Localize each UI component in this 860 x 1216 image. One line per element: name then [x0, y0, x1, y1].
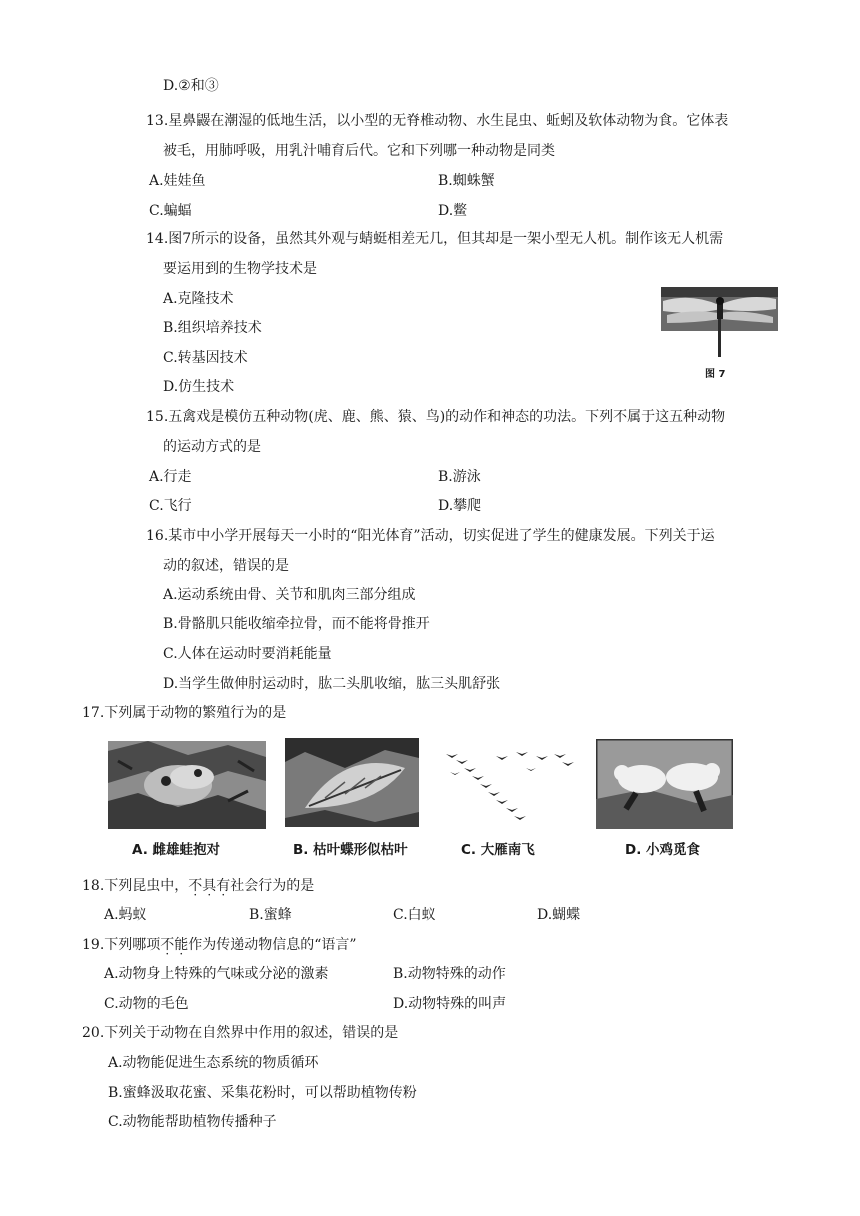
q17-caption-c: C. 大雁南飞 — [461, 842, 535, 858]
q17-caption-b: B. 枯叶蝶形似枯叶 — [293, 842, 408, 858]
q13-stem-line1: 13.星鼻鼹在潮湿的低地生活，以小型的无脊椎动物、水生昆虫、蚯蚓及软体动物为食。它体表 — [146, 113, 729, 129]
q12-option-d: D.②和③ — [163, 78, 219, 94]
q17-caption-d: D. 小鸡觅食 — [625, 842, 701, 858]
q14-option-c: C.转基因技术 — [163, 350, 248, 366]
q13-option-c: C.蝙蝠 — [149, 203, 192, 219]
q16-stem-line1: 16.某市中小学开展每天一小时的“阳光体育”活动，切实促进了学生的健康发展。下列关于运 — [146, 528, 715, 544]
q14-option-a: A.克隆技术 — [163, 291, 234, 307]
q18-stem-pre: 18.下列昆虫中， — [82, 878, 189, 894]
q13-option-b: B.蜘蛛蟹 — [438, 173, 495, 189]
q16-option-b: B.骨骼肌只能收缩牵拉骨，而不能将骨推开 — [163, 616, 430, 632]
q14-stem-line1: 14.图7所示的设备，虽然其外观与蜻蜓相差无几，但其却是一架小型无人机。制作该无人机需 — [146, 231, 724, 247]
q19-option-d: D.动物特殊的叫声 — [393, 996, 507, 1012]
q15-option-a: A.行走 — [149, 469, 192, 485]
q18-option-a: A.蚂蚁 — [104, 907, 147, 923]
q18-stem-post: 社会行为的是 — [230, 878, 315, 894]
q19-option-b: B.动物特殊的动作 — [393, 966, 506, 982]
q16-option-a: A.运动系统由骨、关节和肌肉三部分组成 — [163, 587, 416, 603]
emphasis-char: 具 — [202, 878, 217, 894]
q20-option-a: A.动物能促进生态系统的物质循环 — [108, 1055, 319, 1071]
q18-stem — [82, 876, 314, 896]
leaf-butterfly-image — [285, 738, 419, 827]
q18-option-c: C.白蚁 — [393, 907, 436, 923]
q15-option-b: B.游泳 — [438, 469, 481, 485]
q20-stem: 20.下列关于动物在自然界中作用的叙述，错误的是 — [82, 1025, 399, 1041]
q16-stem-line2: 动的叙述，错误的是 — [163, 558, 289, 574]
q17-caption-a: A. 雌雄蛙抱对 — [132, 842, 221, 858]
q15-option-d: D.攀爬 — [438, 498, 482, 514]
emphasis-char: 有 — [216, 878, 231, 894]
q15-option-c: C.飞行 — [149, 498, 192, 514]
q14-option-d: D.仿生技术 — [163, 379, 235, 395]
q19-option-c: C.动物的毛色 — [104, 996, 189, 1012]
dragonfly-drone-figure — [661, 283, 778, 366]
q19-stem-pre: 19.下列哪项 — [82, 937, 161, 953]
q15-stem-line1: 15.五禽戏是模仿五种动物(虎、鹿、熊、猿、鸟)的动作和神态的功法。下列不属于这五种动物 — [146, 409, 726, 425]
q18-option-b: B.蜜蜂 — [249, 907, 292, 923]
emphasis-char: 不 — [160, 937, 175, 953]
figure-7-label: 图 7 — [705, 369, 726, 380]
q19-stem-post: 作为传递动物信息的“语言” — [188, 937, 357, 953]
q19-stem — [82, 935, 357, 955]
q19-stem-emphasis — [160, 937, 188, 953]
chicks-foraging-image — [596, 739, 733, 829]
q20-option-c: C.动物能帮助植物传播种子 — [108, 1114, 277, 1130]
emphasis-char: 不 — [188, 878, 203, 894]
q13-option-d: D.鳖 — [438, 203, 468, 219]
q20-option-b: B.蜜蜂汲取花蜜、采集花粉时，可以帮助植物传粉 — [108, 1085, 417, 1101]
q16-option-c: C.人体在运动时要消耗能量 — [163, 646, 332, 662]
q16-option-d: D.当学生做伸肘运动时，肱二头肌收缩，肱三头肌舒张 — [163, 676, 501, 692]
emphasis-char: 能 — [174, 937, 189, 953]
q13-option-a: A.娃娃鱼 — [149, 173, 206, 189]
geese-flying-image — [436, 748, 578, 826]
q18-stem-emphasis — [188, 878, 230, 894]
q17-stem: 17.下列属于动物的繁殖行为的是 — [82, 705, 287, 721]
q15-stem-line2: 的运动方式的是 — [163, 439, 261, 455]
q13-stem-line2: 被毛，用肺呼吸，用乳汁哺育后代。它和下列哪一种动物是同类 — [163, 143, 555, 159]
frogs-amplexus-image — [108, 741, 266, 829]
q14-stem-line2: 要运用到的生物学技术是 — [163, 261, 317, 277]
q18-option-d: D.蝴蝶 — [537, 907, 581, 923]
q14-option-b: B.组织培养技术 — [163, 320, 262, 336]
q19-option-a: A.动物身上特殊的气味或分泌的激素 — [104, 966, 329, 982]
